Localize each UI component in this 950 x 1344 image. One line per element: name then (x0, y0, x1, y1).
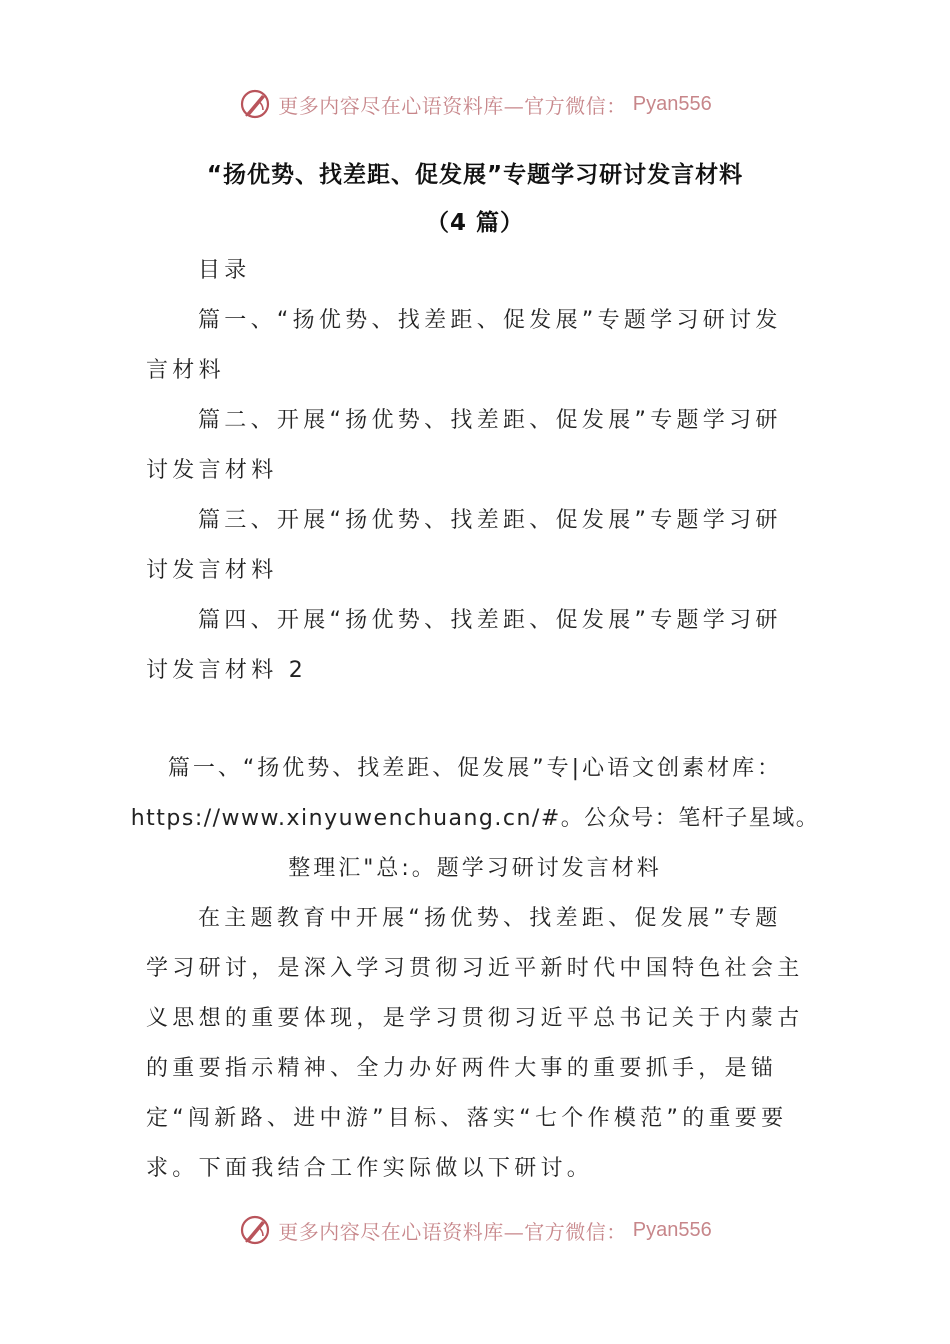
toc-heading: 目录 (198, 258, 251, 283)
body-paragraph: 在主题教育中开展“扬优势、找差距、促发展”专题学习研讨，是深入学习贯彻习近平新时代中国特色社会主义思想的重要体现，是学习贯彻习近平总书记关于内蒙古的重要指示精神、全力办好两件大事的重要抓手，是锚定“闯新路、进中游”目标、落实“七个作模范”的重要要求。下面我结合工作实际做以下研讨。 (146, 906, 804, 1181)
document-title-count: （4 篇） (425, 210, 524, 236)
toc-item: 篇一、“扬优势、找差距、促发展”专题学习研讨发言材料 (146, 308, 782, 383)
document-title: “扬优势、找差距、促发展”专题学习研讨发言材料 (206, 162, 744, 188)
footer-banner-handle: Pyan556 (632, 1218, 712, 1241)
toc-item: 篇四、开展“扬优势、找差距、促发展”专题学习研讨发言材料 2 (146, 608, 782, 683)
footer-banner-text: 更多内容尽在心语资料库—官方微信： (278, 1219, 627, 1244)
toc-item: 篇三、开展“扬优势、找差距、促发展”专题学习研讨发言材料 (146, 508, 782, 583)
header-banner-handle: Pyan556 (632, 92, 712, 115)
footer-banner-content (238, 1213, 711, 1247)
quill-pen-logo-icon (238, 1213, 272, 1247)
header-banner-text: 更多内容尽在心语资料库—官方微信： (278, 93, 627, 118)
section-heading-line: 篇一、“扬优势、找差距、促发展”专|心语文创素材库： (167, 756, 783, 781)
section-heading-line: 整理汇"总:。题学习研讨发言材料 (288, 856, 662, 881)
quill-pen-logo-icon (238, 87, 272, 121)
footer-banner (0, 1210, 950, 1250)
section-heading-url-line: https://www.xinyuwenchuang.cn/#。公众号：笔杆子星域。 (130, 806, 820, 831)
header-banner-content (238, 87, 711, 121)
header-banner (0, 84, 950, 124)
toc-item: 篇二、开展“扬优势、找差距、促发展”专题学习研讨发言材料 (146, 408, 782, 483)
